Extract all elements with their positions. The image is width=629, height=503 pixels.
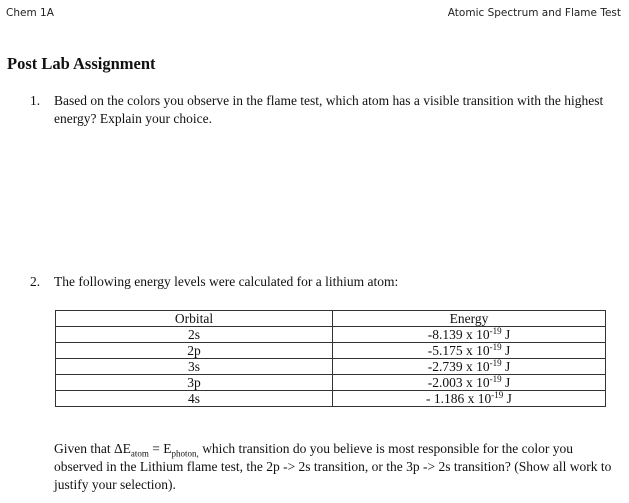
table-row [56, 343, 606, 359]
energy-unit: J [501, 375, 511, 390]
followup-sub-atom: atom [130, 448, 149, 459]
followup-question [54, 440, 614, 494]
table-row [56, 327, 606, 343]
question-1 [30, 92, 605, 128]
energy-unit: J [501, 359, 511, 374]
followup-sub-photon: photon, [171, 448, 199, 459]
energy-mantissa: -2.739 x 10 [427, 359, 490, 374]
table-row [56, 391, 606, 407]
question-2-number: 2. [30, 274, 41, 289]
energy-table [55, 310, 606, 407]
energy-unit: J [501, 343, 511, 358]
orbital-cell: 2s [56, 327, 333, 343]
energy-exponent: -19 [489, 374, 502, 384]
energy-mantissa: -2.003 x 10 [427, 375, 490, 390]
table-row [56, 359, 606, 375]
column-header-energy: Energy [333, 311, 606, 327]
energy-mantissa: -5.175 x 10 [427, 343, 490, 358]
energy-mantissa: - 1.186 x 10 [426, 391, 492, 406]
energy-unit: J [503, 391, 512, 406]
energy-cell [333, 391, 606, 407]
table-row [56, 375, 606, 391]
energy-cell [333, 359, 606, 375]
energy-cell [333, 375, 606, 391]
followup-suffix: which transition do you believe is most responsible for the color you observed in the Lithium flame test, the 2p -> 2s transition, or the 3p -> 2s transition? (Show all work to justify your selection). [54, 441, 612, 492]
orbital-cell: 2p [56, 343, 333, 359]
page-title: Post Lab Assignment [7, 54, 156, 73]
energy-exponent: -19 [489, 326, 502, 336]
energy-exponent: -19 [489, 358, 502, 368]
question-2-text: The following energy levels were calculated for a lithium atom: [54, 274, 399, 289]
energy-cell [333, 343, 606, 359]
orbital-cell: 3s [56, 359, 333, 375]
energy-cell [333, 327, 606, 343]
orbital-cell: 3p [56, 375, 333, 391]
table-header-row [56, 311, 606, 327]
energy-unit: J [501, 327, 511, 342]
question-1-text: Based on the colors you observe in the flame test, which atom has a visible transition with the highest energy? Explain your choice. [54, 93, 604, 126]
column-header-orbital: Orbital [56, 311, 333, 327]
followup-middle: = E [148, 441, 172, 456]
question-1-number: 1. [30, 93, 41, 108]
header-topic: Atomic Spectrum and Flame Test [447, 7, 621, 19]
followup-prefix: Given that ΔE [54, 441, 131, 456]
energy-exponent: -19 [489, 342, 502, 352]
energy-mantissa: -8.139 x 10 [427, 327, 490, 342]
question-2 [30, 273, 605, 291]
header-course: Chem 1A [6, 7, 54, 19]
orbital-cell: 4s [56, 391, 333, 407]
energy-exponent: -19 [491, 390, 504, 400]
